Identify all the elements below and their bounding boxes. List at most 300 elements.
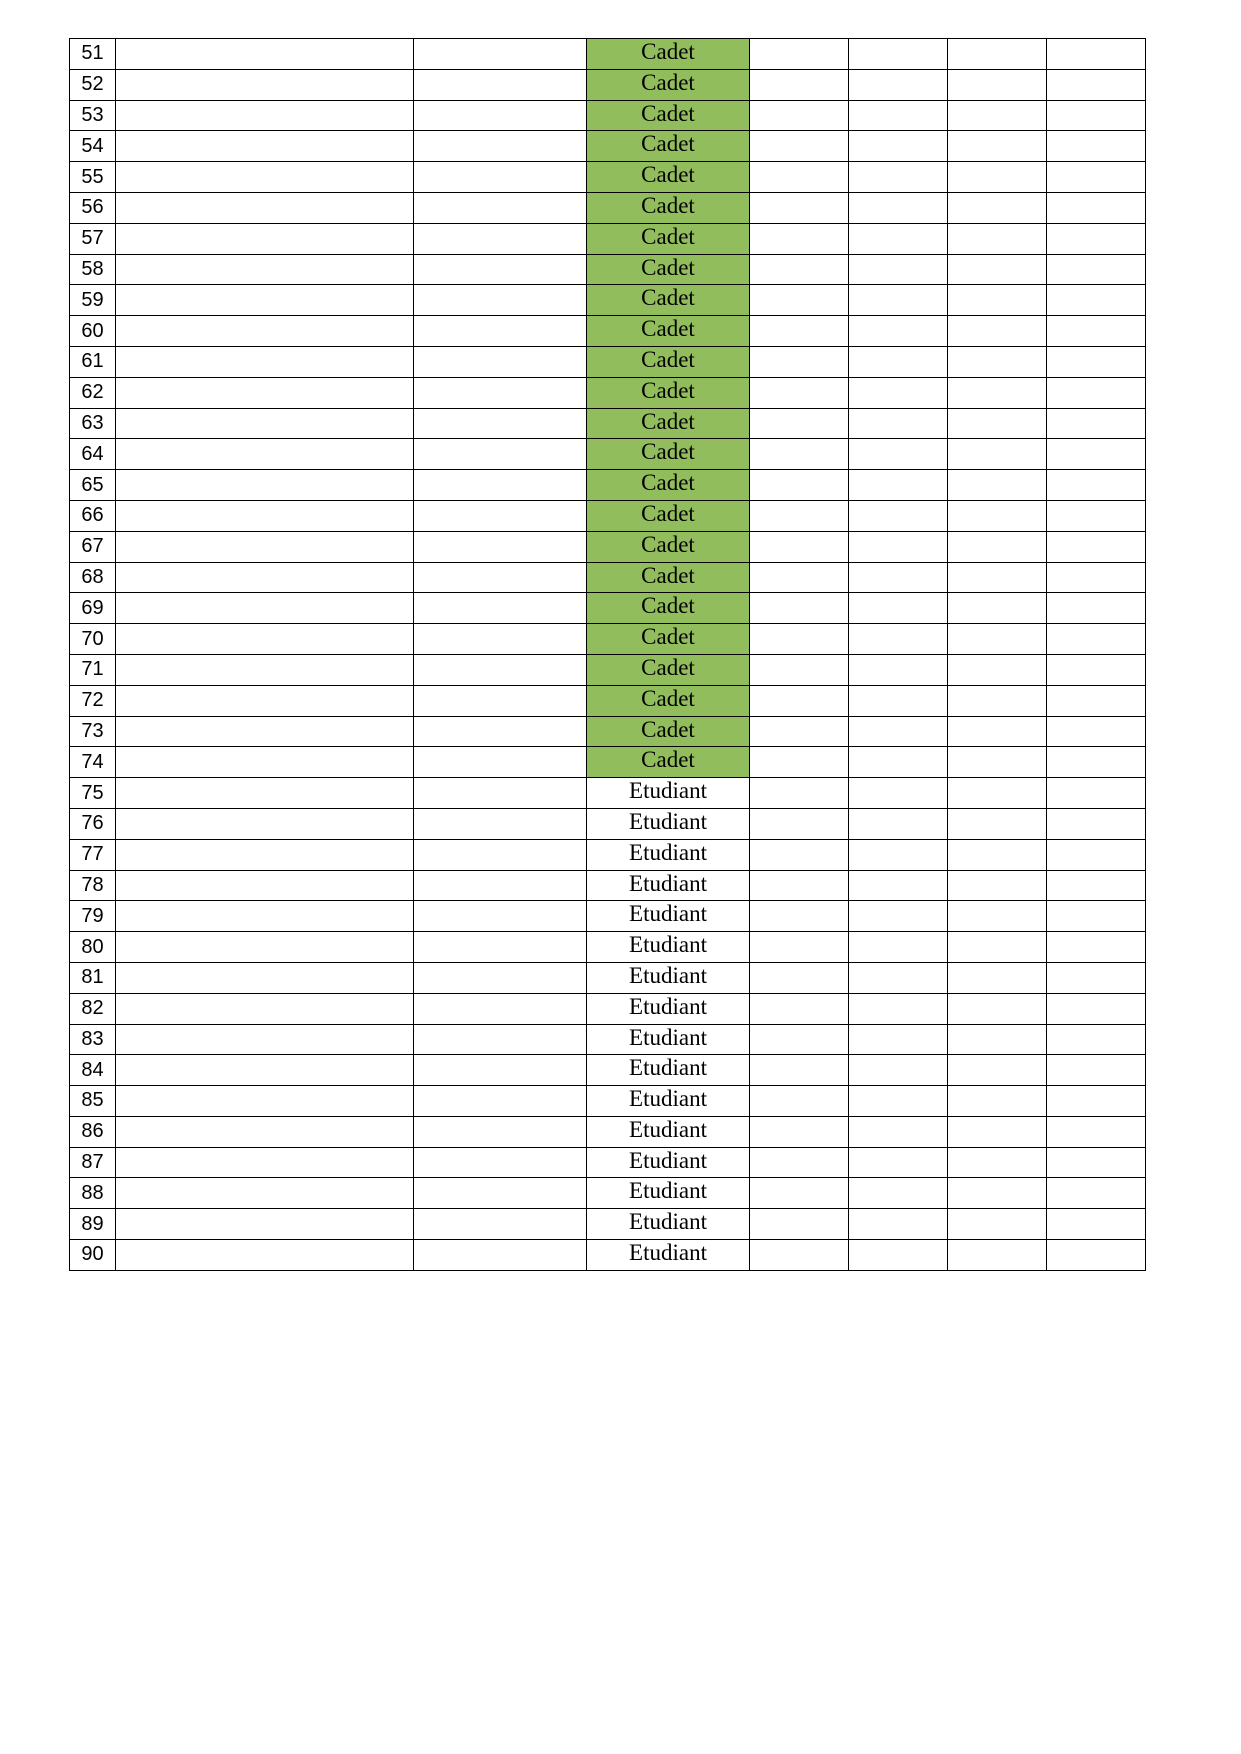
empty-cell-1[interactable] xyxy=(750,962,849,993)
empty-cell-1[interactable] xyxy=(750,1024,849,1055)
empty-cell-2[interactable] xyxy=(849,408,948,439)
name-cell[interactable] xyxy=(116,747,414,778)
name-cell[interactable] xyxy=(116,377,414,408)
empty-cell-2[interactable] xyxy=(849,39,948,70)
empty-cell-1[interactable] xyxy=(750,131,849,162)
empty-cell-2[interactable] xyxy=(849,870,948,901)
first-name-cell[interactable] xyxy=(414,316,587,347)
category-cell: Cadet xyxy=(587,562,750,593)
empty-cell-4[interactable] xyxy=(1047,932,1146,963)
empty-cell-3[interactable] xyxy=(948,1209,1047,1240)
first-name-cell[interactable] xyxy=(414,654,587,685)
table-row xyxy=(70,901,1146,932)
first-name-cell[interactable] xyxy=(414,192,587,223)
empty-cell-4[interactable] xyxy=(1047,839,1146,870)
empty-cell-1[interactable] xyxy=(750,100,849,131)
empty-cell-1[interactable] xyxy=(750,716,849,747)
name-cell[interactable] xyxy=(116,932,414,963)
first-name-cell[interactable] xyxy=(414,932,587,963)
empty-cell-1[interactable] xyxy=(750,254,849,285)
name-cell[interactable] xyxy=(116,654,414,685)
empty-cell-3[interactable] xyxy=(948,69,1047,100)
empty-cell-3[interactable] xyxy=(948,500,1047,531)
empty-cell-1[interactable] xyxy=(750,685,849,716)
empty-cell-4[interactable] xyxy=(1047,408,1146,439)
name-cell[interactable] xyxy=(116,285,414,316)
empty-cell-2[interactable] xyxy=(849,993,948,1024)
category-cell: Etudiant xyxy=(587,1178,750,1209)
empty-cell-1[interactable] xyxy=(750,500,849,531)
empty-cell-4[interactable] xyxy=(1047,531,1146,562)
category-cell: Cadet xyxy=(587,285,750,316)
empty-cell-4[interactable] xyxy=(1047,500,1146,531)
empty-cell-1[interactable] xyxy=(750,346,849,377)
first-name-cell[interactable] xyxy=(414,408,587,439)
empty-cell-2[interactable] xyxy=(849,162,948,193)
name-cell[interactable] xyxy=(116,1147,414,1178)
empty-cell-1[interactable] xyxy=(750,223,849,254)
row-number-cell: 53 xyxy=(70,100,116,131)
empty-cell-2[interactable] xyxy=(849,593,948,624)
empty-cell-3[interactable] xyxy=(948,131,1047,162)
empty-cell-4[interactable] xyxy=(1047,1209,1146,1240)
empty-cell-3[interactable] xyxy=(948,408,1047,439)
table-row xyxy=(70,1024,1146,1055)
empty-cell-1[interactable] xyxy=(750,1178,849,1209)
empty-cell-4[interactable] xyxy=(1047,69,1146,100)
first-name-cell[interactable] xyxy=(414,377,587,408)
empty-cell-2[interactable] xyxy=(849,1055,948,1086)
first-name-cell[interactable] xyxy=(414,1116,587,1147)
empty-cell-4[interactable] xyxy=(1047,562,1146,593)
empty-cell-2[interactable] xyxy=(849,131,948,162)
row-number-cell: 52 xyxy=(70,69,116,100)
empty-cell-1[interactable] xyxy=(750,1116,849,1147)
table-row xyxy=(70,747,1146,778)
empty-cell-3[interactable] xyxy=(948,901,1047,932)
empty-cell-1[interactable] xyxy=(750,778,849,809)
empty-cell-4[interactable] xyxy=(1047,439,1146,470)
name-cell[interactable] xyxy=(116,223,414,254)
empty-cell-4[interactable] xyxy=(1047,993,1146,1024)
name-cell[interactable] xyxy=(116,470,414,501)
first-name-cell[interactable] xyxy=(414,1209,587,1240)
empty-cell-2[interactable] xyxy=(849,962,948,993)
empty-cell-2[interactable] xyxy=(849,1086,948,1117)
name-cell[interactable] xyxy=(116,1240,414,1271)
first-name-cell[interactable] xyxy=(414,808,587,839)
category-cell: Cadet xyxy=(587,531,750,562)
empty-cell-2[interactable] xyxy=(849,285,948,316)
category-cell: Etudiant xyxy=(587,808,750,839)
empty-cell-4[interactable] xyxy=(1047,131,1146,162)
empty-cell-3[interactable] xyxy=(948,377,1047,408)
table-row xyxy=(70,162,1146,193)
name-cell[interactable] xyxy=(116,839,414,870)
category-cell: Cadet xyxy=(587,346,750,377)
empty-cell-2[interactable] xyxy=(849,223,948,254)
empty-cell-1[interactable] xyxy=(750,870,849,901)
empty-cell-1[interactable] xyxy=(750,1147,849,1178)
empty-cell-3[interactable] xyxy=(948,470,1047,501)
name-cell[interactable] xyxy=(116,1055,414,1086)
empty-cell-2[interactable] xyxy=(849,316,948,347)
table-row xyxy=(70,778,1146,809)
empty-cell-4[interactable] xyxy=(1047,870,1146,901)
name-cell[interactable] xyxy=(116,162,414,193)
empty-cell-1[interactable] xyxy=(750,808,849,839)
empty-cell-1[interactable] xyxy=(750,316,849,347)
empty-cell-4[interactable] xyxy=(1047,624,1146,655)
empty-cell-3[interactable] xyxy=(948,870,1047,901)
first-name-cell[interactable] xyxy=(414,223,587,254)
category-cell: Cadet xyxy=(587,223,750,254)
empty-cell-2[interactable] xyxy=(849,1178,948,1209)
empty-cell-3[interactable] xyxy=(948,223,1047,254)
empty-cell-3[interactable] xyxy=(948,962,1047,993)
table-row xyxy=(70,377,1146,408)
empty-cell-2[interactable] xyxy=(849,439,948,470)
empty-cell-3[interactable] xyxy=(948,1024,1047,1055)
empty-cell-4[interactable] xyxy=(1047,593,1146,624)
empty-cell-3[interactable] xyxy=(948,808,1047,839)
empty-cell-3[interactable] xyxy=(948,1086,1047,1117)
empty-cell-2[interactable] xyxy=(849,932,948,963)
name-cell[interactable] xyxy=(116,624,414,655)
registration-table xyxy=(69,38,1146,1271)
empty-cell-3[interactable] xyxy=(948,839,1047,870)
empty-cell-4[interactable] xyxy=(1047,778,1146,809)
empty-cell-4[interactable] xyxy=(1047,39,1146,70)
category-cell: Etudiant xyxy=(587,962,750,993)
category-cell: Cadet xyxy=(587,131,750,162)
table-row xyxy=(70,624,1146,655)
category-cell: Etudiant xyxy=(587,1024,750,1055)
empty-cell-3[interactable] xyxy=(948,654,1047,685)
empty-cell-3[interactable] xyxy=(948,624,1047,655)
empty-cell-4[interactable] xyxy=(1047,654,1146,685)
first-name-cell[interactable] xyxy=(414,1086,587,1117)
first-name-cell[interactable] xyxy=(414,500,587,531)
category-cell: Cadet xyxy=(587,716,750,747)
empty-cell-1[interactable] xyxy=(750,408,849,439)
empty-cell-4[interactable] xyxy=(1047,285,1146,316)
first-name-cell[interactable] xyxy=(414,39,587,70)
empty-cell-4[interactable] xyxy=(1047,808,1146,839)
empty-cell-3[interactable] xyxy=(948,316,1047,347)
first-name-cell[interactable] xyxy=(414,531,587,562)
first-name-cell[interactable] xyxy=(414,1055,587,1086)
empty-cell-1[interactable] xyxy=(750,593,849,624)
first-name-cell[interactable] xyxy=(414,993,587,1024)
empty-cell-1[interactable] xyxy=(750,531,849,562)
name-cell[interactable] xyxy=(116,993,414,1024)
empty-cell-3[interactable] xyxy=(948,1240,1047,1271)
name-cell[interactable] xyxy=(116,1209,414,1240)
row-number-cell: 74 xyxy=(70,747,116,778)
empty-cell-3[interactable] xyxy=(948,1055,1047,1086)
empty-cell-2[interactable] xyxy=(849,69,948,100)
name-cell[interactable] xyxy=(116,1178,414,1209)
empty-cell-1[interactable] xyxy=(750,39,849,70)
table-row xyxy=(70,39,1146,70)
empty-cell-3[interactable] xyxy=(948,254,1047,285)
empty-cell-1[interactable] xyxy=(750,747,849,778)
first-name-cell[interactable] xyxy=(414,839,587,870)
empty-cell-4[interactable] xyxy=(1047,1086,1146,1117)
name-cell[interactable] xyxy=(116,254,414,285)
empty-cell-1[interactable] xyxy=(750,439,849,470)
first-name-cell[interactable] xyxy=(414,747,587,778)
empty-cell-1[interactable] xyxy=(750,993,849,1024)
name-cell[interactable] xyxy=(116,69,414,100)
empty-cell-4[interactable] xyxy=(1047,1055,1146,1086)
empty-cell-1[interactable] xyxy=(750,470,849,501)
empty-cell-4[interactable] xyxy=(1047,1116,1146,1147)
first-name-cell[interactable] xyxy=(414,716,587,747)
name-cell[interactable] xyxy=(116,439,414,470)
empty-cell-3[interactable] xyxy=(948,747,1047,778)
empty-cell-3[interactable] xyxy=(948,439,1047,470)
empty-cell-4[interactable] xyxy=(1047,377,1146,408)
name-cell[interactable] xyxy=(116,408,414,439)
empty-cell-4[interactable] xyxy=(1047,254,1146,285)
first-name-cell[interactable] xyxy=(414,624,587,655)
empty-cell-2[interactable] xyxy=(849,470,948,501)
row-number-cell: 79 xyxy=(70,901,116,932)
row-number-cell: 58 xyxy=(70,254,116,285)
empty-cell-4[interactable] xyxy=(1047,1240,1146,1271)
empty-cell-4[interactable] xyxy=(1047,192,1146,223)
first-name-cell[interactable] xyxy=(414,562,587,593)
table-row xyxy=(70,562,1146,593)
table-row xyxy=(70,346,1146,377)
name-cell[interactable] xyxy=(116,685,414,716)
empty-cell-3[interactable] xyxy=(948,1147,1047,1178)
first-name-cell[interactable] xyxy=(414,962,587,993)
first-name-cell[interactable] xyxy=(414,685,587,716)
first-name-cell[interactable] xyxy=(414,470,587,501)
table-row xyxy=(70,131,1146,162)
empty-cell-4[interactable] xyxy=(1047,747,1146,778)
row-number-cell: 90 xyxy=(70,1240,116,1271)
empty-cell-2[interactable] xyxy=(849,716,948,747)
empty-cell-2[interactable] xyxy=(849,500,948,531)
empty-cell-1[interactable] xyxy=(750,932,849,963)
empty-cell-4[interactable] xyxy=(1047,685,1146,716)
row-number-cell: 85 xyxy=(70,1086,116,1117)
name-cell[interactable] xyxy=(116,346,414,377)
category-cell: Cadet xyxy=(587,593,750,624)
table-row xyxy=(70,1178,1146,1209)
empty-cell-1[interactable] xyxy=(750,1086,849,1117)
empty-cell-4[interactable] xyxy=(1047,1147,1146,1178)
empty-cell-3[interactable] xyxy=(948,562,1047,593)
name-cell[interactable] xyxy=(116,593,414,624)
empty-cell-2[interactable] xyxy=(849,747,948,778)
first-name-cell[interactable] xyxy=(414,439,587,470)
empty-cell-2[interactable] xyxy=(849,1147,948,1178)
first-name-cell[interactable] xyxy=(414,131,587,162)
empty-cell-3[interactable] xyxy=(948,346,1047,377)
row-number-cell: 73 xyxy=(70,716,116,747)
empty-cell-2[interactable] xyxy=(849,1209,948,1240)
empty-cell-4[interactable] xyxy=(1047,316,1146,347)
first-name-cell[interactable] xyxy=(414,285,587,316)
name-cell[interactable] xyxy=(116,778,414,809)
empty-cell-3[interactable] xyxy=(948,39,1047,70)
empty-cell-2[interactable] xyxy=(849,839,948,870)
name-cell[interactable] xyxy=(116,531,414,562)
name-cell[interactable] xyxy=(116,1086,414,1117)
first-name-cell[interactable] xyxy=(414,1178,587,1209)
empty-cell-4[interactable] xyxy=(1047,223,1146,254)
empty-cell-1[interactable] xyxy=(750,69,849,100)
empty-cell-2[interactable] xyxy=(849,624,948,655)
empty-cell-3[interactable] xyxy=(948,716,1047,747)
empty-cell-2[interactable] xyxy=(849,808,948,839)
empty-cell-1[interactable] xyxy=(750,654,849,685)
category-cell: Cadet xyxy=(587,377,750,408)
empty-cell-3[interactable] xyxy=(948,778,1047,809)
table-row xyxy=(70,500,1146,531)
first-name-cell[interactable] xyxy=(414,593,587,624)
category-cell: Etudiant xyxy=(587,870,750,901)
name-cell[interactable] xyxy=(116,716,414,747)
empty-cell-1[interactable] xyxy=(750,285,849,316)
empty-cell-2[interactable] xyxy=(849,377,948,408)
empty-cell-2[interactable] xyxy=(849,1024,948,1055)
name-cell[interactable] xyxy=(116,870,414,901)
empty-cell-3[interactable] xyxy=(948,1116,1047,1147)
table-row xyxy=(70,1086,1146,1117)
category-cell: Cadet xyxy=(587,316,750,347)
empty-cell-3[interactable] xyxy=(948,531,1047,562)
empty-cell-3[interactable] xyxy=(948,100,1047,131)
empty-cell-2[interactable] xyxy=(849,346,948,377)
category-cell: Cadet xyxy=(587,685,750,716)
empty-cell-2[interactable] xyxy=(849,531,948,562)
name-cell[interactable] xyxy=(116,1116,414,1147)
category-cell: Etudiant xyxy=(587,1240,750,1271)
empty-cell-3[interactable] xyxy=(948,285,1047,316)
first-name-cell[interactable] xyxy=(414,346,587,377)
name-cell[interactable] xyxy=(116,1024,414,1055)
empty-cell-2[interactable] xyxy=(849,1116,948,1147)
empty-cell-4[interactable] xyxy=(1047,716,1146,747)
name-cell[interactable] xyxy=(116,500,414,531)
row-number-cell: 66 xyxy=(70,500,116,531)
first-name-cell[interactable] xyxy=(414,1147,587,1178)
name-cell[interactable] xyxy=(116,562,414,593)
name-cell[interactable] xyxy=(116,808,414,839)
empty-cell-1[interactable] xyxy=(750,192,849,223)
empty-cell-2[interactable] xyxy=(849,1240,948,1271)
table-row xyxy=(70,932,1146,963)
row-number-cell: 54 xyxy=(70,131,116,162)
empty-cell-2[interactable] xyxy=(849,654,948,685)
category-cell: Cadet xyxy=(587,254,750,285)
empty-cell-2[interactable] xyxy=(849,685,948,716)
name-cell[interactable] xyxy=(116,962,414,993)
first-name-cell[interactable] xyxy=(414,69,587,100)
category-cell: Etudiant xyxy=(587,1055,750,1086)
first-name-cell[interactable] xyxy=(414,100,587,131)
empty-cell-2[interactable] xyxy=(849,192,948,223)
empty-cell-4[interactable] xyxy=(1047,100,1146,131)
table-row xyxy=(70,1147,1146,1178)
empty-cell-1[interactable] xyxy=(750,1209,849,1240)
empty-cell-3[interactable] xyxy=(948,593,1047,624)
empty-cell-4[interactable] xyxy=(1047,346,1146,377)
empty-cell-2[interactable] xyxy=(849,254,948,285)
name-cell[interactable] xyxy=(116,100,414,131)
empty-cell-1[interactable] xyxy=(750,901,849,932)
empty-cell-2[interactable] xyxy=(849,901,948,932)
empty-cell-1[interactable] xyxy=(750,1055,849,1086)
first-name-cell[interactable] xyxy=(414,254,587,285)
row-number-cell: 88 xyxy=(70,1178,116,1209)
name-cell[interactable] xyxy=(116,131,414,162)
category-cell: Cadet xyxy=(587,747,750,778)
empty-cell-4[interactable] xyxy=(1047,1024,1146,1055)
table-row xyxy=(70,100,1146,131)
empty-cell-3[interactable] xyxy=(948,162,1047,193)
row-number-cell: 82 xyxy=(70,993,116,1024)
empty-cell-4[interactable] xyxy=(1047,162,1146,193)
empty-cell-1[interactable] xyxy=(750,839,849,870)
empty-cell-3[interactable] xyxy=(948,993,1047,1024)
category-cell: Cadet xyxy=(587,408,750,439)
row-number-cell: 72 xyxy=(70,685,116,716)
first-name-cell[interactable] xyxy=(414,901,587,932)
name-cell[interactable] xyxy=(116,901,414,932)
name-cell[interactable] xyxy=(116,192,414,223)
empty-cell-3[interactable] xyxy=(948,685,1047,716)
first-name-cell[interactable] xyxy=(414,1240,587,1271)
row-number-cell: 67 xyxy=(70,531,116,562)
empty-cell-2[interactable] xyxy=(849,100,948,131)
category-cell: Cadet xyxy=(587,69,750,100)
row-number-cell: 65 xyxy=(70,470,116,501)
empty-cell-4[interactable] xyxy=(1047,901,1146,932)
empty-cell-3[interactable] xyxy=(948,1178,1047,1209)
empty-cell-4[interactable] xyxy=(1047,470,1146,501)
empty-cell-4[interactable] xyxy=(1047,1178,1146,1209)
empty-cell-3[interactable] xyxy=(948,932,1047,963)
table-row xyxy=(70,1055,1146,1086)
empty-cell-3[interactable] xyxy=(948,192,1047,223)
first-name-cell[interactable] xyxy=(414,778,587,809)
row-number-cell: 68 xyxy=(70,562,116,593)
first-name-cell[interactable] xyxy=(414,162,587,193)
empty-cell-1[interactable] xyxy=(750,162,849,193)
row-number-cell: 75 xyxy=(70,778,116,809)
empty-cell-1[interactable] xyxy=(750,1240,849,1271)
name-cell[interactable] xyxy=(116,39,414,70)
empty-cell-1[interactable] xyxy=(750,377,849,408)
name-cell[interactable] xyxy=(116,316,414,347)
first-name-cell[interactable] xyxy=(414,870,587,901)
empty-cell-1[interactable] xyxy=(750,562,849,593)
row-number-cell: 70 xyxy=(70,624,116,655)
empty-cell-2[interactable] xyxy=(849,778,948,809)
empty-cell-4[interactable] xyxy=(1047,962,1146,993)
first-name-cell[interactable] xyxy=(414,1024,587,1055)
category-cell: Cadet xyxy=(587,500,750,531)
empty-cell-1[interactable] xyxy=(750,624,849,655)
empty-cell-2[interactable] xyxy=(849,562,948,593)
